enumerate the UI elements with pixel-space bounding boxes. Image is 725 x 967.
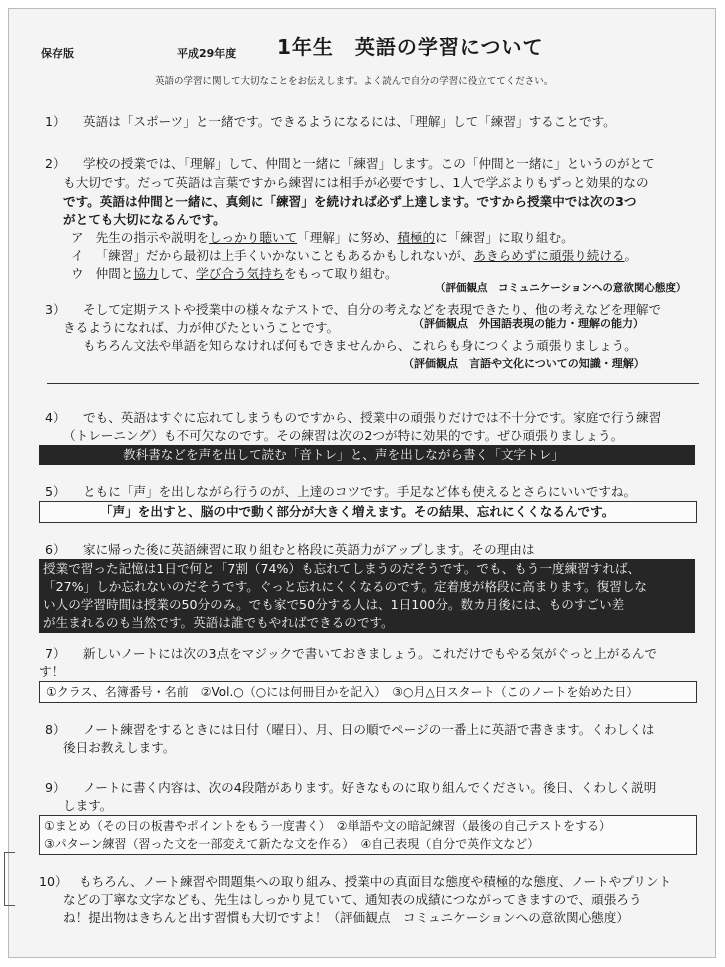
header-year: 平成29年度 [177, 47, 237, 60]
item-2-line: 学校の授業では、「理解」して、仲間と一緒に「練習」します。この「仲間と一緒に」というのがとて [83, 156, 655, 171]
item-4-number: 4） [45, 410, 66, 425]
bracket-mark-icon [4, 852, 15, 906]
worksheet-page [8, 8, 716, 958]
item-2-i-underlined: あきらめずに頑張り続ける [473, 248, 625, 263]
item-2-a-part: に「練習」に取り組む。 [435, 230, 574, 245]
item-4-line: （トレーニング）も不可欠なのです。その練習は次の2つが特に効果的です。ぜひ頑張りましょう。 [63, 428, 624, 443]
page-title: 1年生 英語の学習について [277, 35, 544, 59]
item-3-eval: （評価観点 外国語表現の能力・理解の能力） [413, 317, 644, 330]
item-9-number: 9） [45, 780, 66, 795]
item-3-line: きるようになれば、力が伸びたということです。 [63, 320, 340, 335]
item-5-box-text: 「声」を出すと、脳の中で動く部分が大きく増えます。その結果、忘れにくくなるんです。 [100, 504, 615, 519]
item-6-block-line: 授業で習った記憶は1日で何と「7割（74%）も忘れてしまうのだそうです。でも、もう一度練習すれば、 [43, 561, 641, 576]
item-2-i [71, 247, 637, 265]
item-6-number: 6） [45, 542, 66, 557]
item-9-box-text: ①まとめ（その日の板書やポイントをもう一度書く） ②単語や文の暗記練習（最後の自己テストをする） [44, 819, 612, 833]
item-2-i-part: 「練習」だから最初は上手くいかないこともあるかもしれないが、 [95, 248, 474, 263]
item-4-highlight-bar [39, 445, 695, 465]
item-6-block-line: が生まれるのも当然です。英語は誰でもやればできるのです。 [43, 615, 394, 630]
item-7-box [39, 681, 697, 703]
item-5-box [39, 501, 697, 523]
item-2-eval: （評価観点 コミュニケーションへの意欲関心態度） [435, 282, 687, 294]
item-2-u-part: 仲間と [95, 266, 134, 281]
item-2-i-part: 。 [624, 248, 638, 263]
item-1-text: 英語は「スポーツ」と一緒です。できるようになるには、「理解」して「練習」することです。 [83, 114, 616, 129]
item-7-line: す！ [39, 664, 65, 679]
item-2-u-mark: ウ [71, 266, 84, 281]
item-2-u-underlined: 協力 [133, 266, 159, 281]
item-1-number: 1） [45, 114, 66, 129]
item-5-number: 5） [45, 484, 66, 499]
item-2-a-underlined: しっかり聴いて [208, 230, 298, 245]
item-2-line: がとても大切になるんです。 [63, 212, 226, 227]
item-2-line: も大切です。だって英語は言葉ですから練習には相手が必要ですし、1人で学ぶよりもずっと効果的なの [63, 175, 649, 190]
item-8-number: 8） [45, 722, 66, 737]
item-3-number: 3） [45, 302, 66, 317]
item-7-box-text: ①クラス、名簿番号・名前 ②Vol.○（○には何冊目かを記入） ③○月△日スタート（このノートを始めた日） [46, 685, 639, 699]
item-3-line: そして定期テストや授業中の様々なテストで、自分の考えなどを表現できたり、他の考えなどを理解で [83, 302, 662, 317]
item-2-i-mark: イ [71, 248, 84, 263]
item-2-u-part: して、 [158, 266, 197, 281]
item-7-line: 新しいノートには次の3点をマジックで書いておきましょう。これだけでもやる気がぐっと上がるんで [83, 646, 658, 661]
item-10-line: もちろん、ノート練習や問題集への取り組み、授業中の真面目な態度や積極的な態度、ノートやプリント [79, 874, 672, 889]
item-8-line: ノート練習をするときには日付（曜日）、月、日の順でページの一番上に英語で書きます。くわしくは [83, 722, 655, 737]
item-9-box-text: ③パターン練習（習った文を一部変えて新たな文を作る） ④自己表現（自分で英作文など） [44, 837, 540, 851]
item-7-number: 7） [45, 646, 66, 661]
item-9-line: ノートに書く内容は、次の4段階があります。好きなものに取り組んでください。後日、くわしく説明 [83, 780, 657, 795]
item-6-text: 家に帰った後に英語練習に取り組むと格段に英語力がアップします。その理由は [83, 542, 535, 557]
item-6-block-line: い人の学習時間は授業の50分のみ。でも家で50分する人は、1日100分。数カ月後には、ものすごい差 [43, 597, 625, 612]
item-6-block-line: 「27%」しか忘れないのだそうです。ぐっと忘れにくくなるのです。定着度が格段に高まります。復習しな [43, 579, 648, 594]
item-5-text: ともに「声」を出しながら行うのが、上達のコツです。手足など体も使えるとさらにいいですね。 [83, 484, 637, 499]
item-2-a [71, 229, 574, 247]
item-2-u-underlined: 学び合う気持ち [196, 266, 285, 281]
section-divider [47, 383, 699, 384]
item-3-eval: （評価観点 言語や文化についての知識・理解） [403, 357, 645, 370]
item-8-line: 後日お教えします。 [63, 740, 176, 755]
header-label: 保存版 [41, 47, 74, 60]
item-4-line: でも、英語はすぐに忘れてしまうものですから、授業中の頑張りだけでは不十分です。家庭で行う練習 [83, 410, 662, 425]
item-10-line: などの丁寧な文字なども、先生はしっかり見ていて、通知表の成績につながってきますので、頑張ろう [63, 892, 642, 907]
page-subtitle: 英語の学習に関して大切なことをお伝えします。よく読んで自分の学習に役立ててください。 [155, 76, 554, 87]
item-6-dark-block [39, 559, 695, 633]
item-9-line: します。 [63, 798, 113, 813]
item-2-u [71, 265, 398, 283]
item-4-bar-text: 教科書などを声を出して読む「音トレ」と、声を出しながら書く「文字トレ」 [123, 447, 564, 462]
item-9-box [39, 815, 697, 855]
item-2-number: 2） [45, 156, 66, 171]
item-2-a-part: 先生の指示や説明を [95, 230, 209, 245]
item-10-line: ね！提出物はきちんと出す習慣も大切ですよ！（評価観点 コミュニケーションへの意欲関心態度） [63, 910, 629, 925]
item-10-number: 10） [39, 874, 68, 889]
item-2-a-part: 「理解」に努め、 [297, 230, 398, 245]
item-2-line: です。英語は仲間と一緒に、真剣に「練習」を続ければ必ず上達します。ですから授業中では次の3つ [63, 194, 637, 209]
item-2-a-underlined: 積極的 [397, 230, 436, 245]
item-3-line: もちろん文法や単語を知らなければ何もできませんから、これらも身につくよう頑張りましょう。 [83, 338, 637, 353]
item-2-a-mark: ア [71, 230, 84, 245]
item-2-u-part: をもって取り組む。 [284, 266, 398, 281]
